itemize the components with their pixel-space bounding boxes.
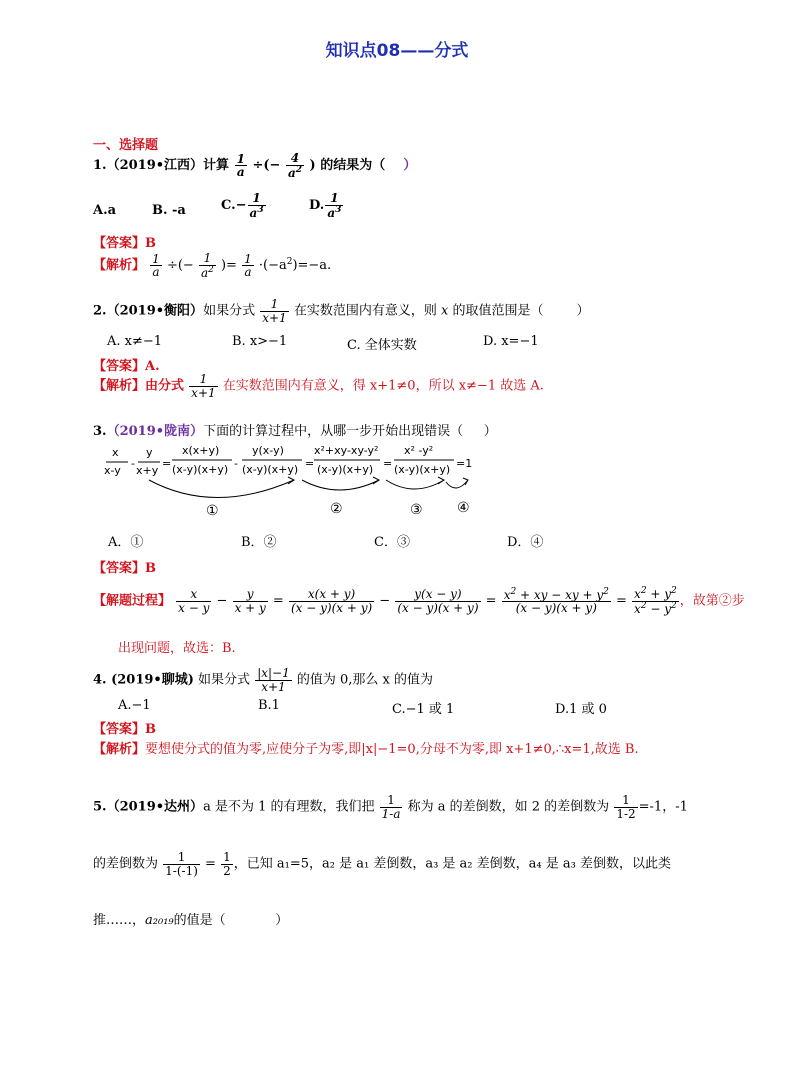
q3-option-c: C．③ xyxy=(374,535,410,550)
q4-stem: 4. (2019•聊城) 如果分式 $\frac{|x|-1}{x+1}$ 的值为 0,那么 x 的值为 xyxy=(93,666,434,694)
section-heading: 一、选择题 xyxy=(93,138,159,153)
q2-option-b: B. x>−1 xyxy=(232,334,288,349)
q1-stem: 1.（2019•江西）计算 $\frac{1}{a}$ ÷(− $\frac{4}{a^2}$ ) 的结果为（ ） xyxy=(93,151,417,180)
svg-text:=: = xyxy=(305,457,315,470)
hw-den-3: (x-y)(x+y) xyxy=(317,463,374,476)
q2-answer: 【答案】A. xyxy=(93,359,160,374)
q3-answer: 【答案】B xyxy=(93,561,157,576)
hw-equals-one: =1 xyxy=(456,457,473,470)
q5-line3: 推……，a₂₀₁₉的值是（ ） xyxy=(93,913,289,928)
q4-option-a: A.−1 xyxy=(118,698,151,713)
svg-text:=: = xyxy=(383,457,393,470)
svg-text:=: = xyxy=(162,457,172,470)
q3-option-a: A．① xyxy=(108,535,144,550)
hw-den-1: (x-y)(x+y) xyxy=(172,463,229,476)
hw-x-plus-y: x+y xyxy=(136,464,159,477)
svg-text:-: - xyxy=(131,457,135,470)
hw-num-2: y(x-y) xyxy=(252,444,284,457)
q3-step-1: ① xyxy=(206,503,219,519)
q3-option-d: D．④ xyxy=(507,535,544,550)
q4-option-d: D.1 或 0 xyxy=(555,702,607,717)
svg-text:-: - xyxy=(234,457,238,470)
q1-option-d: D. $\frac{1}{a^3}$ xyxy=(309,191,342,220)
q3-step-2: ② xyxy=(330,501,343,517)
q3-option-b: B．② xyxy=(241,535,277,550)
q4-analysis: 【解析】要想使分式的值为零,应使分子为零,即|x|−1=0,分母不为零,即 x+1≠0,∴x=1,故选 B. xyxy=(93,742,639,757)
q5-line1: 5.（2019•达州）a 是不为 1 的有理数，我们把 $\frac{1}{1-a}$ 称为 a 的差倒数，如 2 的差倒数为 $\frac{1}{1-2}$ =-1，-1 xyxy=(93,793,688,821)
page-title: 知识点08——分式 xyxy=(325,41,469,61)
q3-solution: 【解题过程】 $\frac{x}{x - y}$ − $\frac{y}{x + y}$ = $\frac{x(x + y)}{(x - y)(x + y)}$ − $\frac{y(x - y)}{(x - y)(x + y)}$ = $\frac{x^2 + xy - xy + y^2}{(x - y)(x + y)}$ = $\frac{x^2 + y^2}{x^2 - y^2}$ ，故第②步 xyxy=(93,586,745,616)
q1-analysis: 【解析】 $\frac{1}{a}$ ÷(− $\frac{1}{a^2}$ )= $\frac{1}{a}$ $\cdot(-a^2)=-a$. xyxy=(93,251,332,280)
hw-den-2: (x-y)(x+y) xyxy=(242,463,299,476)
hw-x: x xyxy=(112,446,119,459)
q1-option-a: A.a xyxy=(93,203,117,218)
hw-x-minus-y: x-y xyxy=(104,464,121,477)
q4-option-b: B.1 xyxy=(258,698,280,713)
q2-option-a: A. x≠−1 xyxy=(107,334,163,349)
q3-stem: 3.（2019•陇南）下面的计算过程中，从哪一步开始出现错误（ ） xyxy=(93,424,497,439)
q1-option-b: B. -a xyxy=(152,203,186,218)
hw-num-3: x²+xy-xy-y² xyxy=(314,444,379,457)
hw-den-4: (x-y)(x+y) xyxy=(394,463,451,476)
q4-answer: 【答案】B xyxy=(93,722,157,737)
q5-line2: 的差倒数为 $\frac{1}{1-(-1)}$ = $\frac{1}{2}$ ，已知 a₁=5，a₂ 是 a₁ 差倒数，a₃ 是 a₂ 差倒数，a₄ 是 a₃ 差倒数，以此类 xyxy=(93,850,671,878)
q3-handwritten-image xyxy=(104,440,484,520)
q2-option-c: C. 全体实数 xyxy=(347,338,417,353)
q2-analysis: 【解析】由分式 $\frac{1}{x+1}$ 在实数范围内有意义，得 x+1≠0，所以 x≠−1 故选 A. xyxy=(93,372,544,400)
q1-answer: 【答案】B xyxy=(93,236,157,251)
hw-num-1: x(x+y) xyxy=(182,444,220,457)
q3-step-3: ③ xyxy=(410,502,423,518)
hw-y: y xyxy=(146,446,153,459)
q2-stem: 2.（2019•衡阳）如果分式 $\frac{1}{x+1}$ 在实数范围内有意义，则 x 的取值范围是（ ） xyxy=(93,297,590,325)
q3-step-4: ④ xyxy=(457,500,470,516)
hw-num-4: x² -y² xyxy=(404,444,434,457)
q2-option-d: D. x=−1 xyxy=(483,334,539,349)
q1-option-c: C.− $\frac{1}{a^3}$ xyxy=(221,191,264,220)
q3-solution-line2: 出现问题，故选：B. xyxy=(118,641,236,656)
q4-option-c: C.−1 或 1 xyxy=(392,702,455,717)
